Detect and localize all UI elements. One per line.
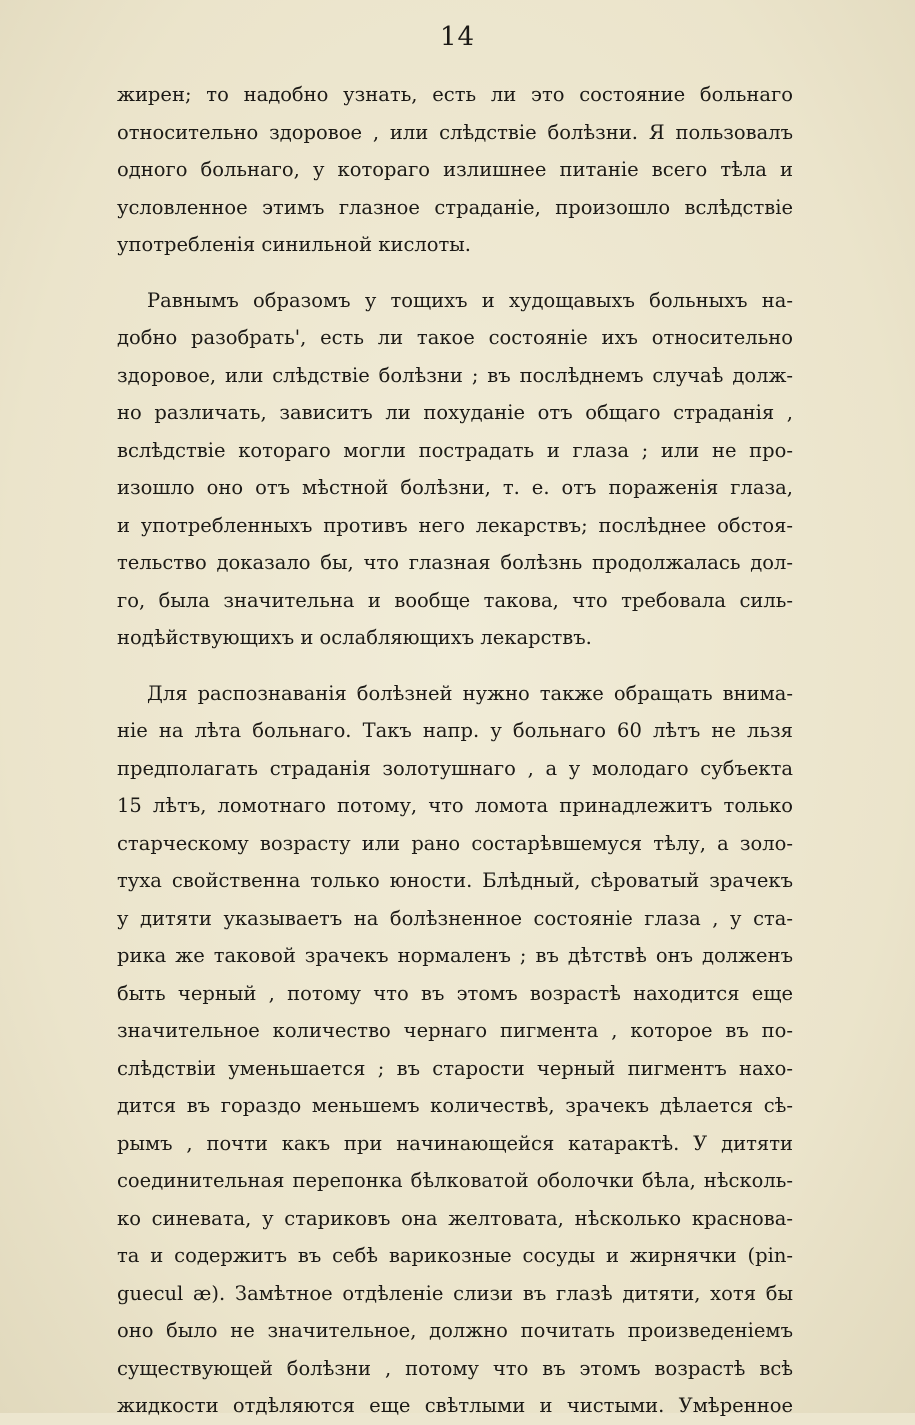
text-line: предполагать страданія золотушнаго , а у молодаго субъекта [117, 756, 793, 780]
text-line: быть черный , потому что въ этомъ возрастѣ находится еще [117, 981, 793, 1005]
text-line: изошло оно отъ мѣстной болѣзни, т. е. отъ пораженія глаза, [117, 476, 793, 499]
text-line: соединительная перепонка бѣлковатой оболочки бѣла, нѣсколь- [117, 1169, 793, 1192]
text-line: жидкости отдѣляются еще свѣтлыми и чистыми. Умѣренное [117, 1394, 793, 1417]
page-number: 14 [439, 22, 476, 52]
text-line: относительно здоровое , или слѣдствіе болѣзни. Я пользовалъ [117, 120, 793, 144]
text-line: та и содержитъ въ себѣ варикозные сосуды и жирнячки (pin- [117, 1244, 793, 1267]
text-line: оно было не значительное, должно почитать произведеніемъ [117, 1319, 793, 1342]
body-text [117, 76, 793, 1425]
text-line: нодѣйствующихъ и ослабляющихъ лекарствъ. [117, 626, 592, 649]
text-line: у дитяти указываетъ на болѣзненное состояніе глаза , у ста- [117, 906, 793, 930]
paragraph-1 [117, 76, 793, 264]
text-line: существующей болѣзни , потому что въ этомъ возрастѣ всѣ [117, 1356, 793, 1380]
text-line: Для распознаванія болѣзней нужно также обращать внима- [147, 681, 793, 705]
text-line: вслѣдствіе котораго могли пострадать и глаза ; или не про- [117, 438, 793, 462]
text-line: и употребленныхъ противъ него лекарствъ; послѣднее обстоя- [117, 513, 793, 537]
text-line: ко синевата, у стариковъ она желтовата, нѣсколько краснова- [117, 1206, 793, 1230]
text-line: дится въ гораздо меньшемъ количествѣ, зрачекъ дѣлается сѣ- [117, 1094, 793, 1117]
text-line: значительное количество чернаго пигмента , которое въ по- [117, 1019, 793, 1042]
text-line: guecul æ). Замѣтное отдѣленіе слизи въ глазѣ дитяти, хотя бы [117, 1281, 793, 1305]
text-line: Равнымъ образомъ у тощихъ и худощавыхъ больныхъ на- [147, 288, 793, 312]
text-line: рымъ , почти какъ при начинающейся катарактѣ. У дитяти [117, 1131, 793, 1155]
text-line: употребленія синильной кислоты. [117, 233, 472, 256]
text-line: жирен; то надобно узнать, есть ли это состояние больнаго [117, 83, 793, 106]
text-line: ніе на лѣта больнаго. Такъ напр. у больнаго 60 лѣтъ не льзя [117, 719, 793, 742]
text-line: рика же таковой зрачекъ нормаленъ ; въ дѣтствѣ онъ долженъ [117, 944, 793, 967]
paragraph-2 [117, 282, 793, 657]
paragraph-3 [117, 675, 793, 1425]
text-line: тельство доказало бы, что глазная болѣзнь продолжалась дол- [117, 551, 793, 574]
text-line: здоровое, или слѣдствіе болѣзни ; въ послѣднемъ случаѣ долж- [117, 363, 793, 387]
text-line: слѣдствіи уменьшается ; въ старости черный пигментъ нахо- [117, 1056, 793, 1080]
text-line: 15 лѣтъ, ломотнаго потому, что ломота принадлежитъ только [117, 794, 793, 817]
text-line: одного больнаго, у котораго излишнее питаніе всего тѣла и [117, 158, 793, 181]
text-line: старческому возрасту или рано состарѣвшемуся тѣлу, а золо- [117, 831, 793, 855]
text-line: туха свойственна только юности. Блѣдный, сѣроватый зрачекъ [117, 869, 793, 892]
text-line: но различать, зависитъ ли похуданіе отъ общаго страданія , [117, 401, 793, 424]
text-line: го, была значительна и вообще такова, что требовала силь- [117, 588, 793, 612]
text-line: условленное этимъ глазное страданіе, произошло вслѣдствіе [117, 195, 793, 219]
text-line: добно разобрать', есть ли такое состояніе ихъ относительно [117, 326, 793, 349]
